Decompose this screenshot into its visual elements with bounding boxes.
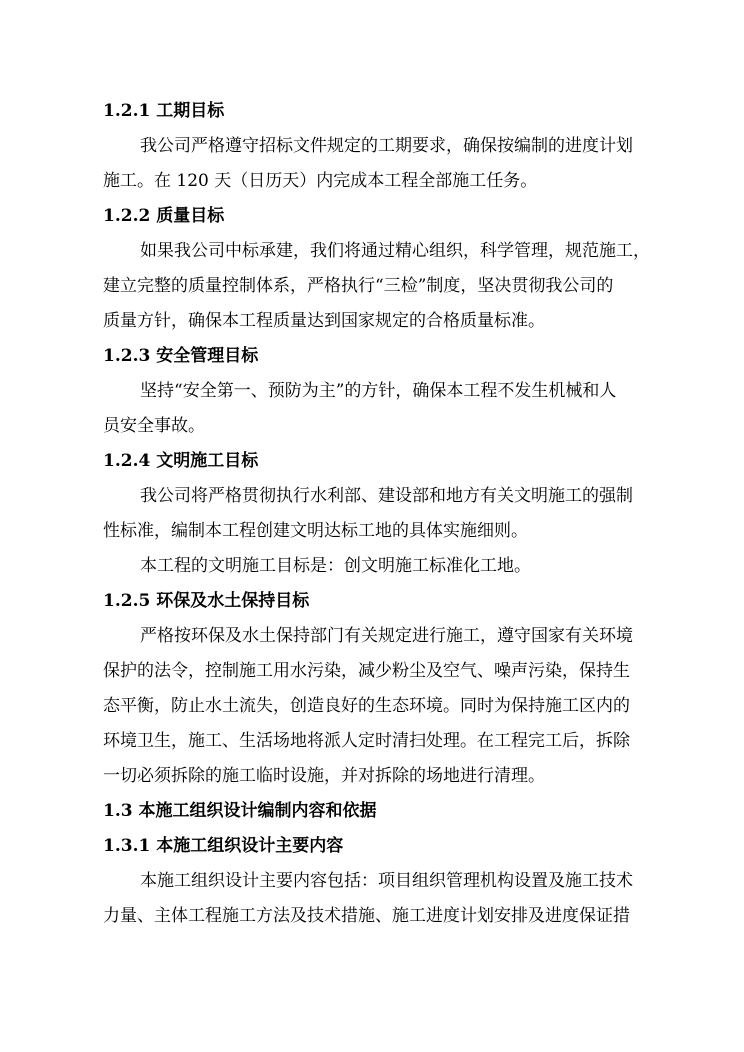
paragraph-line: 性标准，编制本工程创建文明达标工地的具体实施细则。 (103, 521, 528, 541)
paragraph-line: 环境卫生，施工、生活场地将派人定时清扫处理。在工程完工后，拆除 (103, 731, 630, 751)
heading-1-2-5: 1.2.5 环保及水土保持目标 (103, 591, 310, 611)
paragraph-line: 态平衡，防止水土流失，创造良好的生态环境。同时为保持施工区内的 (103, 696, 630, 716)
heading-1-2-3: 1.2.3 安全管理目标 (103, 346, 259, 366)
paragraph-line: 力量、主体工程施工方法及技术措施、施工进度计划安排及进度保证措 (103, 906, 630, 926)
paragraph-line: 我公司严格遵守招标文件规定的工期要求，确保按编制的进度计划 (140, 136, 633, 156)
heading-1-2-2: 1.2.2 质量目标 (103, 206, 225, 226)
paragraph-line: 坚持“安全第一、预防为主”的方针，确保本工程不发生机械和人 (140, 381, 617, 401)
paragraph-line: 本施工组织设计主要内容包括：项目组织管理机构设置及施工技术 (140, 871, 633, 891)
paragraph-line: 如果我公司中标承建，我们将通过精心组织，科学管理，规范施工， (140, 241, 650, 261)
paragraph-line: 建立完整的质量控制体系，严格执行“三检”制度，坚决贯彻我公司的 (103, 276, 614, 296)
paragraph-line: 本工程的文明施工目标是：创文明施工标准化工地。 (140, 556, 531, 576)
paragraph-line: 质量方针，确保本工程质量达到国家规定的合格质量标准。 (103, 311, 545, 331)
paragraph-line: 施工。在 120 天（日历天）内完成本工程全部施工任务。 (103, 171, 538, 191)
heading-1-2-4: 1.2.4 文明施工目标 (103, 451, 259, 471)
paragraph-line: 我公司将严格贯彻执行水利部、建设部和地方有关文明施工的强制 (140, 486, 633, 506)
paragraph-line: 保护的法令，控制施工用水污染，减少粉尘及空气、噪声污染，保持生 (103, 661, 630, 681)
heading-1-2-1: 1.2.1 工期目标 (103, 101, 225, 121)
paragraph-line: 严格按环保及水土保持部门有关规定进行施工，遵守国家有关环境 (140, 626, 633, 646)
heading-1-3-1: 1.3.1 本施工组织设计主要内容 (103, 836, 344, 856)
heading-1-3: 1.3 本施工组织设计编制内容和依据 (103, 801, 377, 821)
paragraph-line: 员安全事故。 (103, 416, 205, 436)
paragraph-line: 一切必须拆除的施工临时设施，并对拆除的场地进行清理。 (103, 766, 545, 786)
